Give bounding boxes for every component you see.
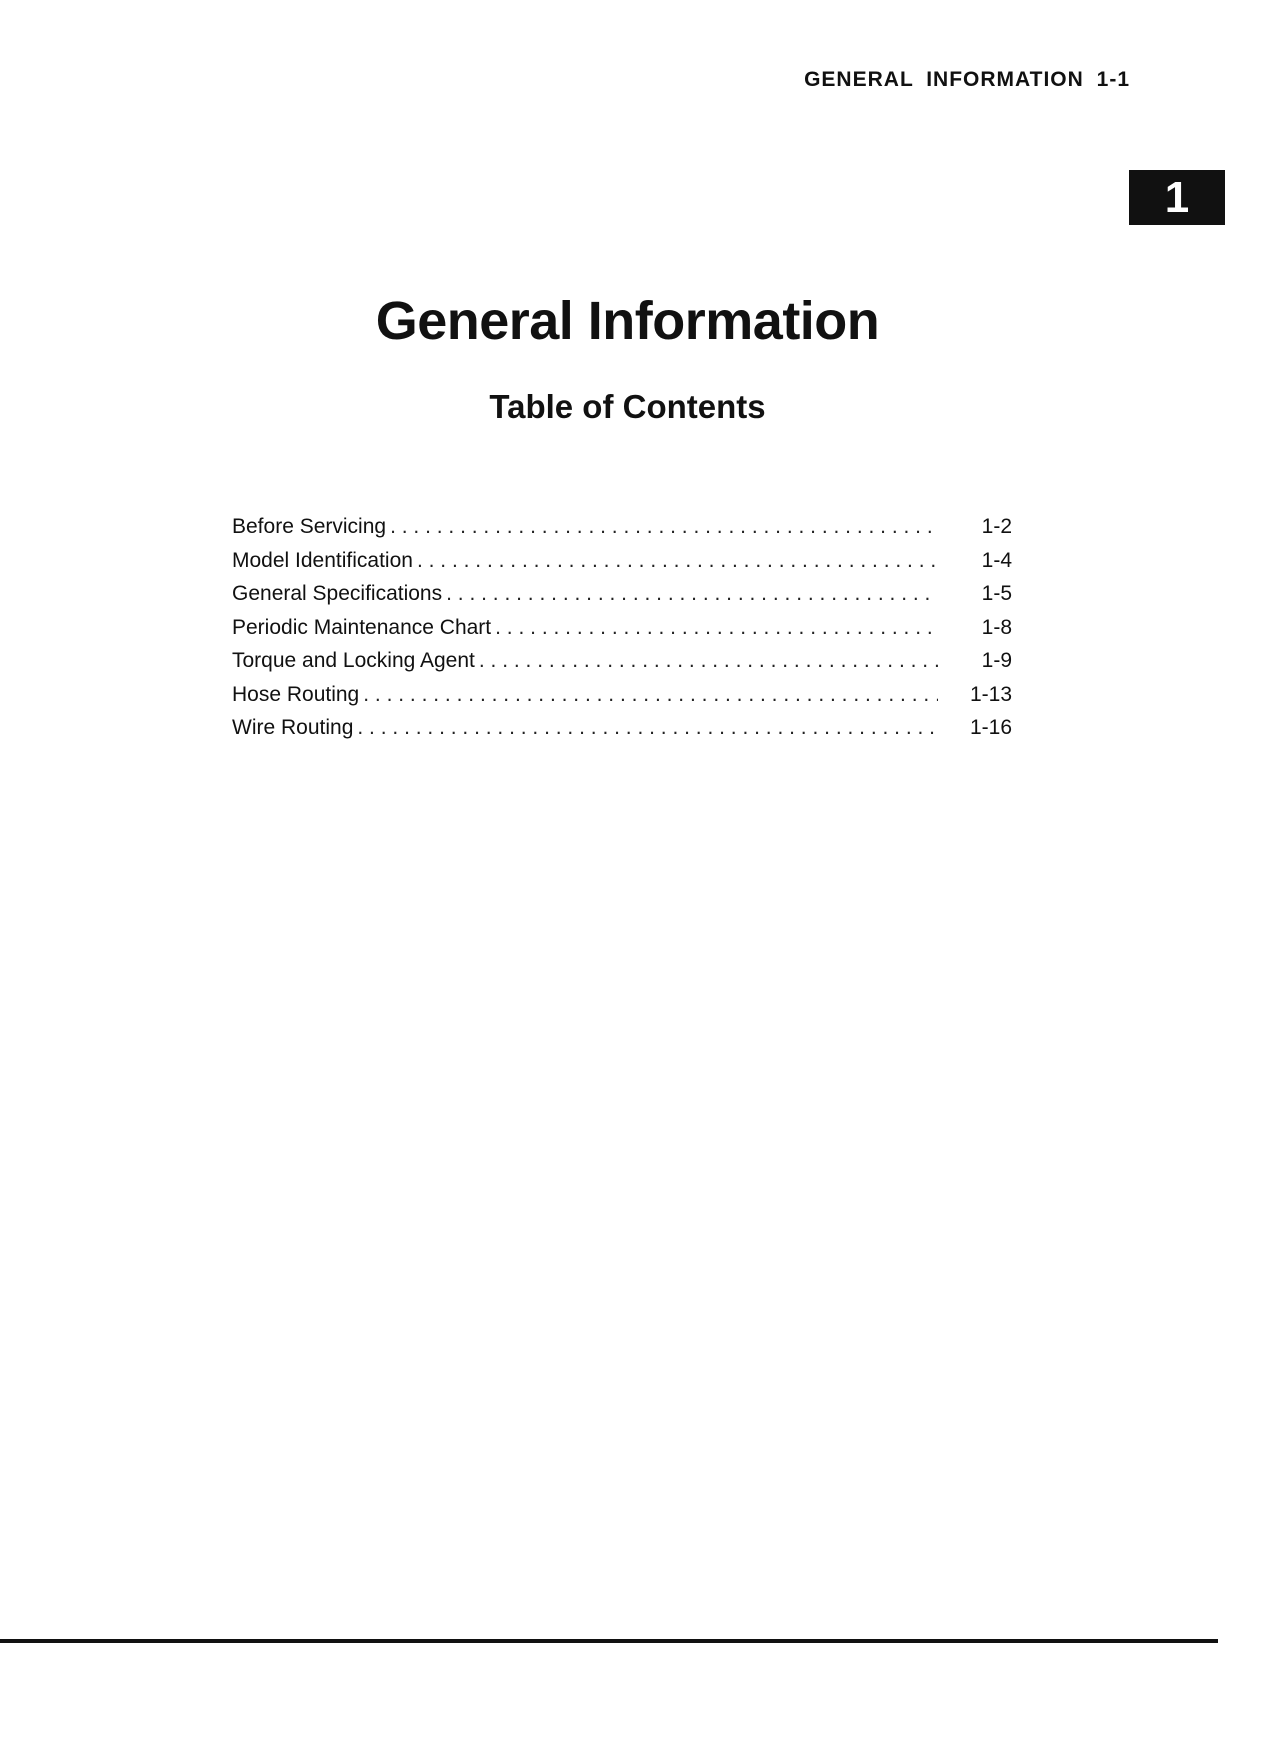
dot-leader [495, 616, 938, 640]
toc-entry-hose-routing[interactable] [232, 683, 1012, 717]
dot-leader [417, 549, 938, 573]
table-of-contents [232, 515, 1012, 750]
chapter-tab: 1 [1129, 170, 1225, 225]
toc-entry-periodic-maintenance-chart[interactable] [232, 616, 1012, 650]
bottom-rule [0, 1639, 1218, 1643]
toc-heading: Table of Contents [489, 388, 766, 425]
toc-entry-wire-routing[interactable] [232, 716, 1012, 750]
toc-entry-model-identification[interactable] [232, 549, 1012, 583]
toc-entry-page: 1-2 [981, 515, 1012, 538]
running-header: GENERAL INFORMATION 1-1 [804, 68, 1130, 91]
toc-entry-label: Model Identification [232, 548, 413, 572]
toc-entry-label: Before Servicing [232, 515, 387, 538]
toc-entry-page: 1-5 [981, 582, 1012, 605]
toc-entry-page: 1-13 [969, 682, 1012, 706]
toc-entry-label: Periodic Maintenance Chart [232, 615, 492, 639]
dot-leader [479, 649, 938, 673]
toc-entry-label: Wire Routing [232, 716, 354, 739]
toc-entry-page: 1-8 [981, 615, 1012, 639]
toc-entry-page: 1-16 [969, 716, 1012, 739]
dot-leader [357, 716, 938, 740]
toc-entry-label: General Specifications [232, 582, 443, 605]
toc-entry-label: Hose Routing [232, 682, 360, 706]
dot-leader [446, 582, 938, 606]
toc-entry-page: 1-4 [981, 548, 1012, 572]
toc-entry-torque-and-locking-agent[interactable] [232, 649, 1012, 683]
dot-leader [390, 515, 938, 539]
toc-entry-page: 1-9 [981, 649, 1012, 672]
toc-entry-before-servicing[interactable] [232, 515, 1012, 549]
toc-entry-label: Torque and Locking Agent [232, 649, 475, 672]
page-title: General Information [375, 291, 880, 351]
dot-leader [363, 683, 938, 707]
toc-entry-general-specifications[interactable] [232, 582, 1012, 616]
